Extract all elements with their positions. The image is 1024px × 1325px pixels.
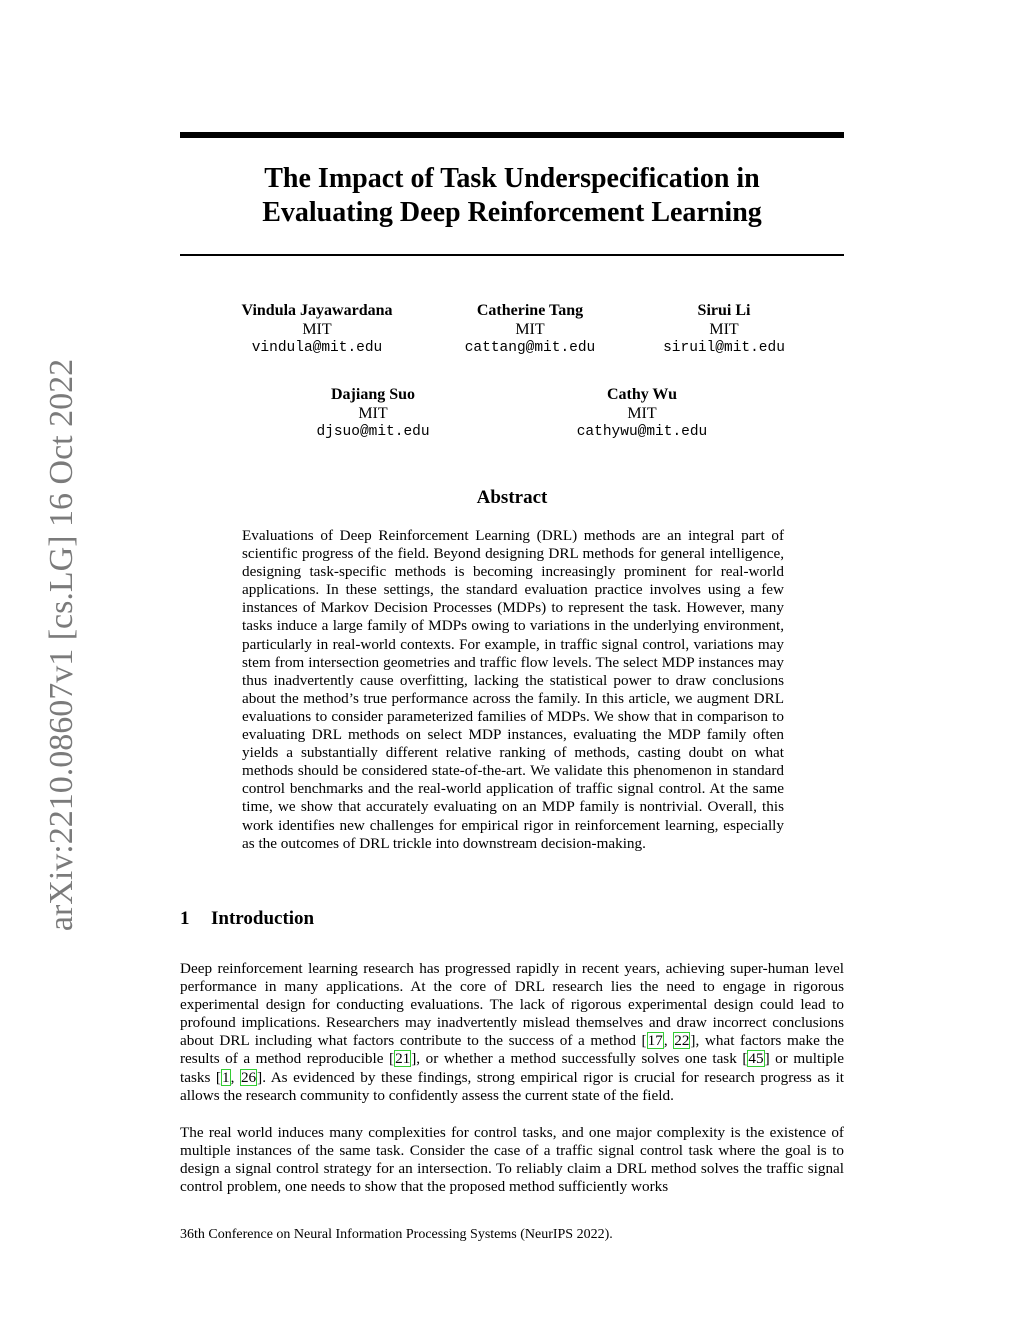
author-affiliation: MIT [709,321,739,338]
author-affiliation: MIT [515,321,545,338]
arxiv-identifier: arXiv:2210.08607v1 [cs.LG] 16 Oct 2022 [43,358,80,932]
citation-link[interactable]: 26 [240,1068,257,1086]
author-name: Catherine Tang [476,302,584,319]
author-name: Cathy Wu [606,386,678,403]
citation-link[interactable]: 22 [674,1032,690,1050]
author-name: Sirui Li [697,302,751,319]
author-affiliation: MIT [302,321,332,338]
paragraph-text: , [663,1032,674,1050]
title-line-1: The Impact of Task Underspecification in [264,163,760,194]
citation-link[interactable]: 21 [395,1050,411,1068]
title-line-2: Evaluating Deep Reinforcement Learning [262,197,762,228]
section-title: Introduction [211,908,315,929]
abstract-text: Evaluations of Deep Reinforcement Learning (DRL) methods are an integral part of scientific progress of the field. Beyond designing DRL methods for general intelligence, designing task-specific methods is becoming increasingly prominent for real-world applications. In these settings, the standard evaluation practice involves using a few instances of Markov Decision Processes (MDPs) to represent the task. However, many tasks induce a large family of MDPs owing to variations in the underlying environment, particularly in real-world contexts. For example, in traffic signal control, variations may stem from intersection geometries and traffic flow levels. The select MDP instances may thus inadvertently cause overfitting, lacking the statistical power to draw conclusions about the method’s true performance across the family. In this article, we augment DRL evaluations to consider parameterized families of MDPs. We show that in comparison to evaluating DRL methods on select MDP instances, evaluating the MDP family often yields a substantially different relative ranking of methods, casting doubt on what methods should be considered state-of-the-art. We validate this phenomenon in standard control benchmarks and the real-world application of traffic signal control. At the same time, we show that accurately evaluating on an MDP family is nontrivial. Overall, this work identifies new challenges for empirical rigor in reinforcement learning, especially as the outcomes of DRL trickle into downstream decision-making. [242,527,784,852]
author-affiliation: MIT [627,405,657,422]
conference-footnote: 36th Conference on Neural Information Processing Systems (NeurIPS 2022). [180,1227,613,1242]
title-rule-bottom [180,254,844,256]
paragraph-text: , [230,1068,240,1086]
section-number: 1 [180,908,190,929]
author-email: vindula@mit.edu [251,340,383,356]
title-rule-top [180,132,844,138]
author-email: djsuo@mit.edu [316,424,430,440]
abstract-heading: Abstract [476,487,548,508]
author-name: Dajiang Suo [330,386,416,403]
paragraph-text: ]. As evidenced by these findings, strong empirical rigor is crucial for research progress as it allows the research community to confidently assess the current state of the field. [180,1068,845,1104]
section-heading [180,908,314,930]
author-email: cattang@mit.edu [464,340,596,356]
author-affiliation: MIT [358,405,388,422]
citation-link[interactable]: 17 [647,1032,663,1050]
author-block [577,385,708,442]
author-block [242,301,393,358]
intro-paragraph-1 [180,960,844,1105]
paragraph-text: ], or whether a method successfully solves one task [ [411,1050,748,1068]
author-block [663,301,785,358]
citation-link[interactable]: 45 [748,1050,764,1068]
paragraph-text: Deep reinforcement learning research has progressed rapidly in recent years, achieving super-human level performance in many applications. At the core of DRL research lies the need to engage in rigorous experimental design for conducting evaluations. The lack of rigorous experimental design could lead to profound implications. Researchers may inadvertently mislead themselves and draw incorrect conclusions about DRL including what factors contribute to the success of a method [ [180,960,844,1050]
intro-paragraph-2: The real world induces many complexities for control tasks, and one major complexity is the existence of multiple instances of the same task. Consider the case of a traffic signal control task where the goal is to design a signal control strategy for an intersection. To reliably claim a DRL method solves the traffic signal control problem, one needs to show that the proposed method sufficiently works [180,1124,844,1196]
author-email: siruil@mit.edu [663,340,785,356]
paragraph-text: ], what factors make the results of a method reproducible [ [180,1032,845,1068]
paper-title [180,162,844,230]
citation-link[interactable]: 1 [222,1068,230,1086]
author-block [316,385,429,442]
paragraph-text: ] or multiple tasks [ [180,1050,844,1086]
author-email: cathywu@mit.edu [576,424,708,440]
author-name: Vindula Jayawardana [241,302,393,319]
author-block [465,301,596,358]
